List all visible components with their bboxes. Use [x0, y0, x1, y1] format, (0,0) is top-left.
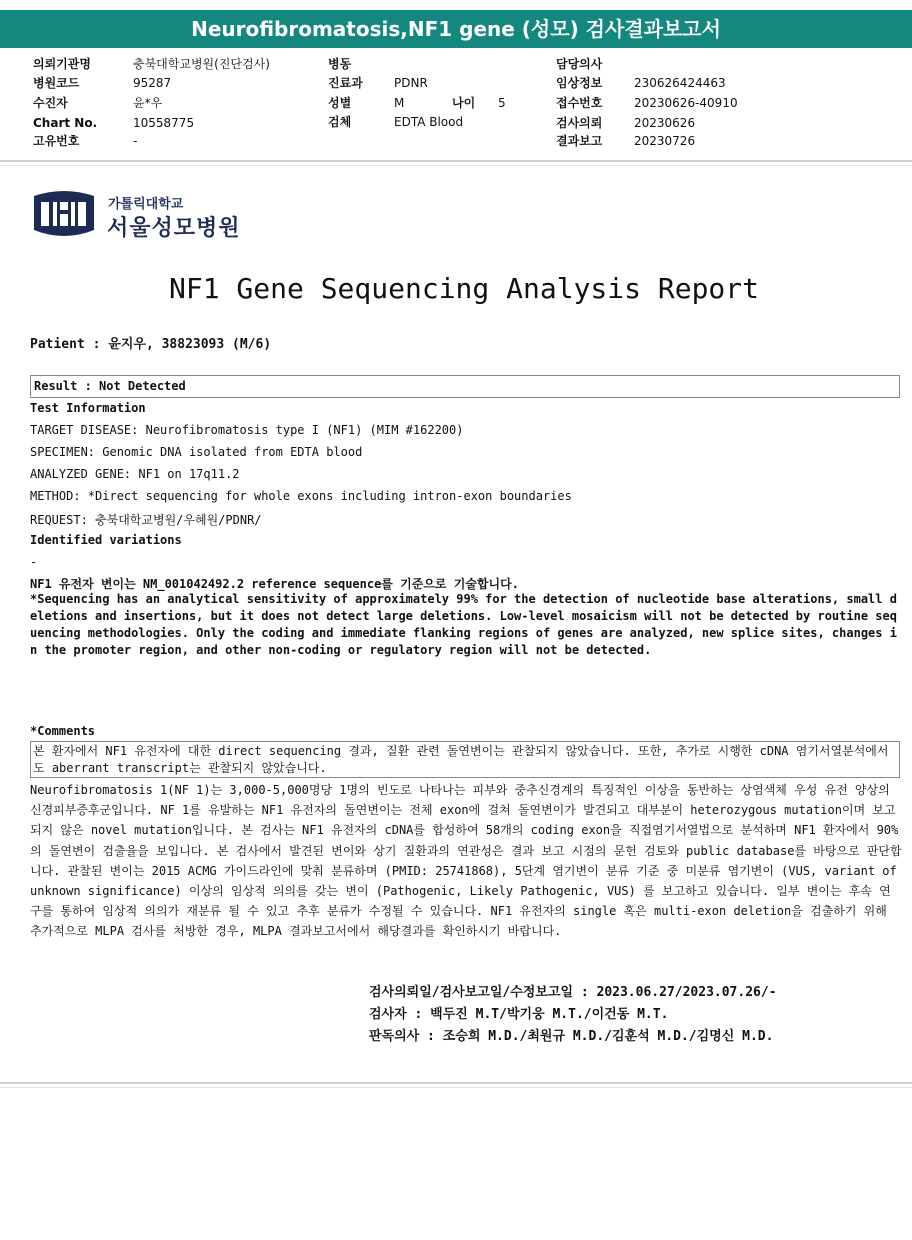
specimen-line: SPECIMEN: Genomic DNA isolated from EDTA blood [30, 445, 363, 459]
hospital-logo-icon [30, 190, 98, 240]
identified-variations-value: - [30, 555, 38, 569]
header-value-receipt-no: 20230626-40910 [634, 96, 738, 110]
header-label-patient: 수진자 [33, 96, 68, 110]
header-label-report-date: 결과보고 [556, 134, 603, 148]
reference-note: NF1 유전자 변이는 NM_001042492.2 reference sequence를 기준으로 기술합니다. [30, 577, 519, 591]
header-label-specimen: 검체 [328, 115, 352, 129]
request-line: REQUEST: 충북대학교병원/우혜원/PDNR/ [30, 513, 262, 527]
header-label-ward: 병동 [328, 57, 352, 71]
header-label-chart-no: Chart No. [33, 116, 98, 130]
test-info-heading: Test Information [30, 401, 146, 415]
header-value-specimen: EDTA Blood [394, 115, 464, 129]
report-banner-title: Neurofibromatosis,NF1 gene (성모) 검사결과보고서 [0, 10, 912, 48]
comment-body: Neurofibromatosis 1(NF 1)는 3,000-5,000명당 1명의 빈도로 나타나는 피부와 중추신경계의 특징적인 이상을 동반하는 상염색체 우성 유전 양상의 신경피부증후군입니다. NF 1를 유발하는 NF1 유전자의 돌연변이는 전체 exon에 걸쳐 돌연변이가 발견되고 대부분이 heterozygous mutation이며 보고되지 않은 novel mutation입니다. 본 검사는 NF1 유전자의 cDNA를 합성하여 58개의 coding exon을 직접염기서열법으로 분석하며 NF1 환자에서 90%의 돌연변이 검출율을 보입니다. 본 검사에서 발견된 변이와 상기 질환과의 연관성은 결과 보고 시점의 문헌 검토와 public database를 바탕으로 판단합니다. 관찰된 변이는 2015 ACMG 가이드라인에 맞춰 분류하며 (PMID: 25741868), 5단계 염기변이 분류 기준 중 미분류 염기변이 (VUS, variant of unknown significance) 이상의 임상적 의의를 갖는 변이 (Pathogenic, Likely Pathogenic, VUS) 를 보고하고 있습니다. 일부 변이는 후속 연구를 통하여 임상적 의의가 재분류 될 수 있고 추후 분류가 수정될 수 있습니다. NF1 유전자의 single 혹은 multi-exon deletion을 검출하기 위해 추가적으로 MLPA 검사를 처방한 경우, MLPA 결과보고서에서 해당결과를 확인하시기 바랍니다. [30, 783, 902, 939]
header-divider [0, 160, 912, 162]
header-divider-thin [0, 165, 912, 166]
header-value-chart-no: 10558775 [133, 116, 195, 130]
result-box [30, 375, 900, 398]
header-label-department: 진료과 [328, 76, 363, 90]
analyzed-gene: ANALYZED GENE: NF1 on 17q11.2 [30, 467, 240, 481]
header-value-hospital-code: 95287 [133, 76, 172, 90]
header-value-institution: 충북대학교병원(진단검사) [133, 57, 270, 71]
footer-divider [0, 1082, 912, 1084]
logo-hospital-name: 서울성모병원 [107, 216, 241, 241]
header-label-physician: 담당의사 [556, 57, 603, 71]
method-line: METHOD: *Direct sequencing for whole exons including intron-exon boundaries [30, 489, 572, 503]
header-value-patient: 윤*우 [133, 96, 163, 110]
comment-box [30, 741, 900, 778]
header-label-sex: 성별 [328, 96, 352, 110]
signature-dates: 검사의뢰일/검사보고일/수정보고일 : 2023.06.27/2023.07.26/- [369, 985, 777, 1000]
header-value-request-date: 20230626 [634, 116, 696, 130]
logo-university-name: 가톨릭대학교 [108, 197, 184, 212]
footer-divider-thin [0, 1087, 912, 1088]
result-text: Result : Not Detected [34, 379, 186, 393]
patient-line: Patient : 윤지우, 38823093 (M/6) [30, 337, 272, 352]
header-value-sex: M [394, 96, 405, 110]
header-label-clinical-info: 임상정보 [556, 76, 603, 90]
report-title: NF1 Gene Sequencing Analysis Report [168, 272, 759, 305]
comments-heading: *Comments [30, 724, 96, 738]
signature-examiners: 검사자 : 백두진 M.T/박기웅 M.T./이건동 M.T. [369, 1007, 669, 1022]
header-value-clinical-info: 230626424463 [634, 76, 726, 90]
comment-box-text: 본 환자에서 NF1 유전자에 대한 direct sequencing 결과, 질환 관련 돌연변이는 관찰되지 않았습니다. 또한, 추가로 시행한 cDNA 염기서열분석에서도 aberrant transcript는 관찰되지 않았습니다. [33, 744, 889, 775]
signature-physicians: 판독의사 : 조승희 M.D./최원규 M.D./김훈석 M.D./김명신 M.D. [369, 1029, 774, 1044]
target-disease: TARGET DISEASE: Neurofibromatosis type I (NF1) (MIM #162200) [30, 423, 464, 437]
header-label-request-date: 검사의뢰 [556, 116, 603, 130]
header-label-receipt-no: 접수번호 [556, 96, 603, 110]
header-value-report-date: 20230726 [634, 134, 696, 148]
header-value-age: 5 [498, 96, 506, 110]
header-value-unique-no: - [133, 134, 138, 148]
sensitivity-note: *Sequencing has an analytical sensitivity of approximately 99% for the detection of nucleotide base alterations, small deletions and insertions, but it does not detect large deletions. Low-level mosaicism will not be detected by routine sequencing methodologies. Only the coding and immediate flanking regions of genes are analyzed, new splice sites, changes in the promoter region, and other non-coding or regulatory region will not be detected. [30, 592, 897, 657]
header-value-department: PDNR [394, 76, 428, 90]
header-label-hospital-code: 병원코드 [33, 76, 80, 90]
header-label-institution: 의뢰기관명 [33, 57, 91, 71]
header-label-unique-no: 고유번호 [33, 134, 80, 148]
header-label-age: 나이 [452, 96, 476, 110]
identified-variations-heading: Identified variations [30, 533, 182, 547]
